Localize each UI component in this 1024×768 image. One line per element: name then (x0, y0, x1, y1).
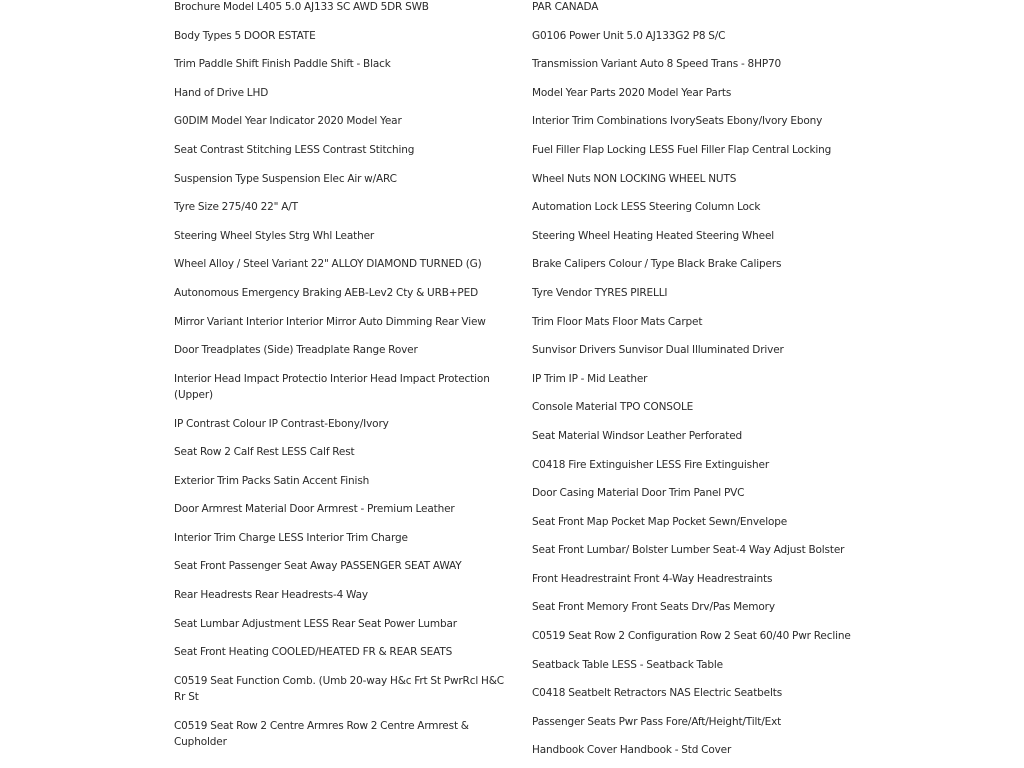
spec-item: G0DIM Model Year Indicator 2020 Model Year (174, 115, 402, 128)
spec-column-left (174, 0, 514, 768)
spec-item: Transmission Variant Auto 8 Speed Trans - 8HP70 (532, 58, 782, 71)
spec-item: Mirror Variant Interior Interior Mirror Auto Dimming Rear View (174, 315, 486, 328)
spec-item: Wheel Alloy / Steel Variant 22" ALLOY DIAMOND TURNED (G) (174, 258, 482, 271)
spec-item: Interior Head Impact Protectio Interior Head Impact Protection (Upper) (174, 372, 490, 401)
spec-item: Seat Material Windsor Leather Perforated (532, 429, 743, 442)
spec-item: Tyre Vendor TYRES PIRELLI (532, 286, 668, 299)
spec-item: Seat Front Lumbar/ Bolster Lumber Seat-4 Way Adjust Bolster (532, 544, 845, 557)
spec-item: G0106 Power Unit 5.0 AJ133G2 P8 S/C (532, 29, 726, 42)
spec-item: Rear Headrests Rear Headrests-4 Way (174, 589, 368, 602)
spec-item: Trim Paddle Shift Finish Paddle Shift - Black (174, 58, 391, 71)
spec-item: Seat Lumbar Adjustment LESS Rear Seat Power Lumbar (174, 617, 457, 630)
spec-item: Interior Trim Combinations IvorySeats Ebony/Ivory Ebony (532, 115, 823, 128)
spec-item: C0418 Seatbelt Retractors NAS Electric Seatbelts (532, 687, 783, 700)
spec-item: Seat Front Memory Front Seats Drv/Pas Memory (532, 601, 775, 614)
spec-item: PAR CANADA (532, 1, 599, 13)
spec-item: Door Armrest Material Door Armrest - Premium Leather (174, 503, 455, 516)
spec-item: Autonomous Emergency Braking AEB-Lev2 Cty & URB+PED (174, 286, 479, 299)
spec-item: Door Treadplates (Side) Treadplate Range Rover (174, 344, 418, 357)
spec-item: Console Material TPO CONSOLE (532, 401, 694, 414)
spec-item: Passenger Seats Pwr Pass Fore/Aft/Height/Tilt/Ext (532, 715, 782, 728)
spec-item: Automation Lock LESS Steering Column Lock (532, 201, 761, 214)
spec-item: Steering Wheel Styles Strg Whl Leather (174, 229, 375, 242)
spec-item: C0519 Seat Function Comb. (Umb 20-way H&c Frt St PwrRcl H&C Rr St (174, 674, 504, 704)
spec-item: IP Contrast Colour IP Contrast-Ebony/Ivory (174, 417, 389, 430)
spec-item: Model Year Parts 2020 Model Year Parts (532, 86, 732, 99)
spec-item: Trim Floor Mats Floor Mats Carpet (532, 315, 703, 328)
spec-item: Seat Front Heating COOLED/HEATED FR & REAR SEATS (174, 646, 453, 659)
spec-item: Hand of Drive LHD (174, 86, 269, 99)
spec-item: Fuel Filler Flap Locking LESS Fuel Filler Flap Central Locking (532, 143, 832, 156)
spec-item: Interior Trim Charge LESS Interior Trim Charge (174, 531, 408, 544)
spec-item: Seat Front Map Pocket Map Pocket Sewn/Envelope (532, 515, 788, 528)
spec-item: Wheel Nuts NON LOCKING WHEEL NUTS (532, 172, 737, 185)
spec-item: Suspension Type Suspension Elec Air w/ARC (174, 172, 397, 185)
spec-item: Seat Row 2 Calf Rest LESS Calf Rest (174, 446, 355, 459)
spec-item: Body Types 5 DOOR ESTATE (174, 29, 316, 42)
spec-item: Front Headrestraint Front 4-Way Headrestraints (532, 572, 773, 585)
spec-item: Door Casing Material Door Trim Panel PVC (532, 487, 745, 500)
spec-item: Sunvisor Drivers Sunvisor Dual Illuminated Driver (532, 344, 784, 357)
spec-item: Seat Contrast Stitching LESS Contrast Stitching (174, 143, 415, 156)
spec-item: Exterior Trim Packs Satin Accent Finish (174, 474, 370, 487)
spec-list (174, 0, 864, 768)
spec-column-right (532, 0, 864, 768)
spec-item: C0519 Seat Row 2 Centre Armres Row 2 Centre Armrest & Cupholder (174, 719, 469, 748)
spec-item: Seatback Table LESS - Seatback Table (532, 658, 723, 671)
spec-item: Brake Calipers Colour / Type Black Brake Calipers (532, 258, 782, 271)
spec-item: Handbook Cover Handbook - Std Cover (532, 744, 732, 757)
spec-item: C0418 Fire Extinguisher LESS Fire Extinguisher (532, 458, 769, 471)
spec-item: Tyre Size 275/40 22" A/T (174, 201, 298, 214)
spec-item: C0519 Seat Row 2 Configuration Row 2 Seat 60/40 Pwr Recline (532, 630, 851, 643)
spec-item: Steering Wheel Heating Heated Steering Wheel (532, 229, 775, 242)
spec-item: Brochure Model L405 5.0 AJ133 SC AWD 5DR SWB (174, 1, 429, 13)
spec-item: IP Trim IP - Mid Leather (532, 372, 648, 385)
spec-item: Seat Front Passenger Seat Away PASSENGER SEAT AWAY (174, 560, 462, 573)
